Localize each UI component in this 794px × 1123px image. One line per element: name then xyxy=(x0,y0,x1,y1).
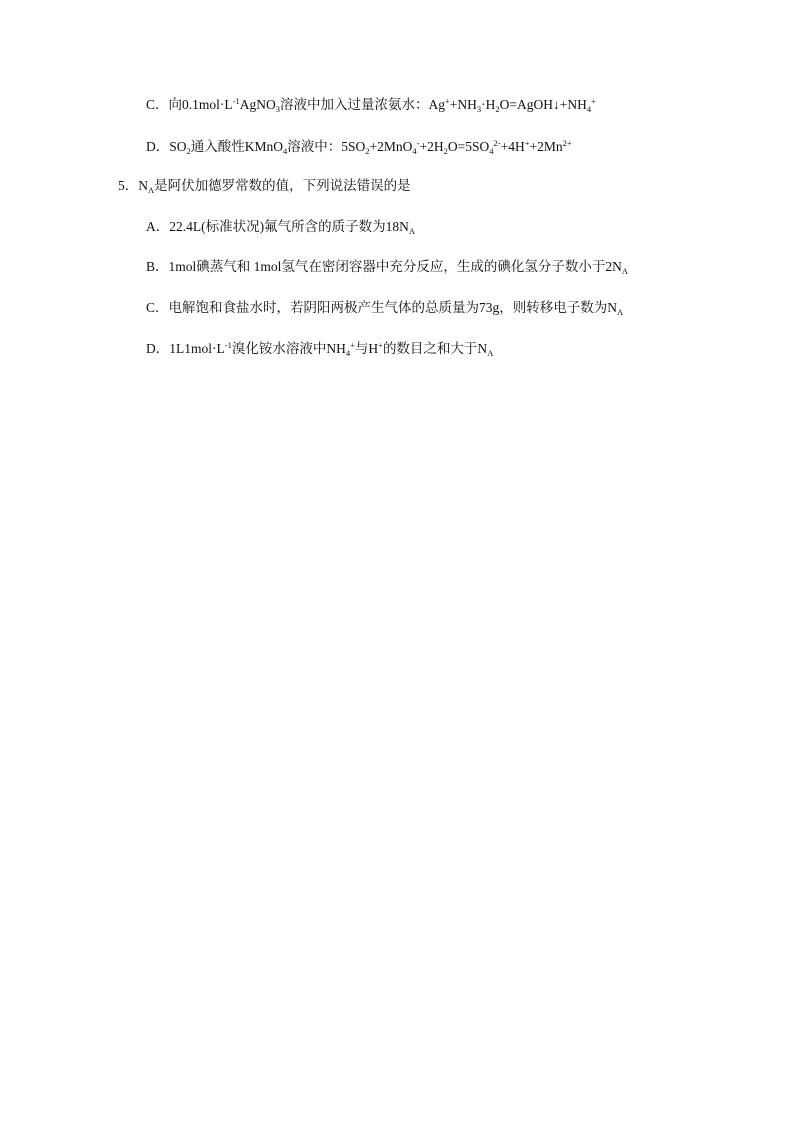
text-run: +2H xyxy=(419,139,444,154)
superscript: + xyxy=(524,138,530,148)
text-run: C．电解饱和食盐水时，若阴阳两极产生气体的总质量为73g，则转移电子数为N xyxy=(146,300,618,315)
text-run: A．22.4L(标准状况)氟气所含的质子数为18N xyxy=(146,219,409,234)
text-run: 是阿伏加德罗常数的值，下列说法错误的是 xyxy=(154,178,411,193)
text-run: +2MnO xyxy=(369,139,413,154)
text-run: 5．N xyxy=(118,178,148,193)
subscript: 4 xyxy=(412,146,417,156)
text-run: ·H xyxy=(481,97,496,112)
superscript: + xyxy=(591,96,596,106)
subscript: 4 xyxy=(489,146,494,156)
subscript: 4 xyxy=(345,348,351,358)
question-5-option-a xyxy=(146,218,415,236)
subscript: 2 xyxy=(495,104,500,114)
text-run: +NH xyxy=(449,97,477,112)
subscript: 2 xyxy=(443,146,448,156)
text-run: +4H xyxy=(500,139,525,154)
superscript: + xyxy=(350,340,355,350)
subscript: A xyxy=(148,185,155,195)
subscript: 4 xyxy=(283,146,288,156)
question-5-option-b xyxy=(146,258,628,276)
subscript: A xyxy=(621,266,629,276)
option-d-previous xyxy=(146,138,572,156)
superscript: - xyxy=(416,138,420,148)
superscript: + xyxy=(378,340,383,350)
subscript: A xyxy=(408,226,416,236)
subscript: 4 xyxy=(586,104,592,114)
text-run: 溶液中：5SO xyxy=(287,139,366,154)
subscript: 2 xyxy=(186,146,191,156)
question-5-stem xyxy=(118,177,411,195)
text-run: D．SO xyxy=(146,139,187,154)
superscript: 2+ xyxy=(562,138,572,148)
text-run: 溴化铵水溶液中NH xyxy=(231,341,346,356)
text-run: 与H xyxy=(354,341,379,356)
text-run: D．1L1mol·L xyxy=(146,341,225,356)
question-5-option-c xyxy=(146,299,623,317)
option-c-previous xyxy=(146,96,596,114)
text-run: AgNO xyxy=(239,97,276,112)
text-run: O=AgOH↓+NH xyxy=(499,97,587,112)
superscript: + xyxy=(444,96,450,106)
text-run: C．向0.1mol·L xyxy=(146,97,233,112)
superscript: -1 xyxy=(224,340,232,350)
superscript: -1 xyxy=(232,96,240,106)
text-run: +2Mn xyxy=(529,139,563,154)
text-run: 溶液中加入过量浓氨水：Ag xyxy=(279,97,445,112)
subscript: 3 xyxy=(476,104,482,114)
question-5-option-d xyxy=(146,340,493,358)
superscript: 2- xyxy=(493,138,501,148)
subscript: 3 xyxy=(275,104,280,114)
text-run: B．1mol碘蒸气和 1mol氢气在密闭容器中充分反应，生成的碘化氢分子数小于2N xyxy=(146,259,622,274)
text-run: 通入酸性KMnO xyxy=(190,139,284,154)
subscript: 2 xyxy=(365,146,370,156)
text-run: 的数目之和大于N xyxy=(382,341,488,356)
text-run: O=5SO xyxy=(447,139,490,154)
subscript: A xyxy=(617,307,624,317)
subscript: A xyxy=(487,348,494,358)
